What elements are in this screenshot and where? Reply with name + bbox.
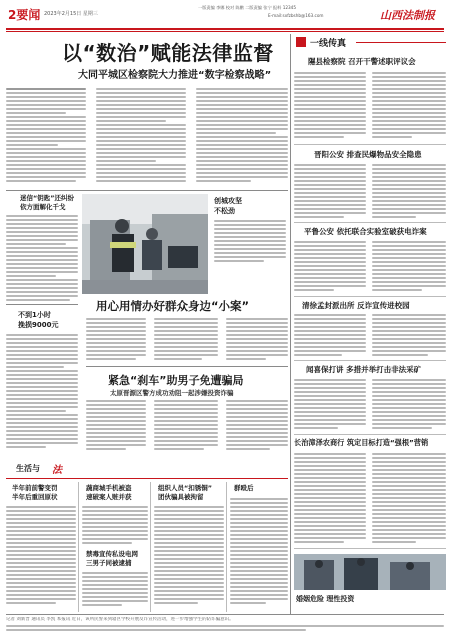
right-item-7-headline: 婚姻危险 理性投资: [296, 595, 355, 603]
photo-caption: 创城攻坚 不松劲: [214, 197, 242, 215]
right-item-4-headline: 清徐孟封派出所 反诈宣传进校园: [302, 301, 410, 310]
column-divider: [290, 34, 291, 614]
fraud-story-headline: 紧急“刹车”助男子免遭骗局: [108, 374, 244, 387]
section-marker-icon: [296, 37, 306, 47]
right-section-title: 一线传真: [310, 39, 347, 49]
right-item-6-headline: 长治漳泽农商行 筑定目标打造“强根”营销: [294, 438, 429, 447]
page-label: 2要闻: [8, 8, 41, 22]
side-story-2-headline: 不到1小时 挽损9000元: [18, 311, 59, 329]
right-photo: [294, 554, 446, 590]
main-story-col-3: [196, 86, 288, 186]
fraud-story-body: [86, 400, 288, 456]
life-section-text: 生活与: [16, 464, 40, 473]
right-column-header: [294, 34, 446, 50]
masthead-rule: [6, 28, 444, 30]
date-line: 2023年2月15日 星期三: [44, 11, 98, 17]
main-story-col-1: [6, 86, 86, 186]
bottom-item-extra-headline: 禁毒宣传私设电网 三男子同被逮捕: [86, 550, 138, 567]
middle-story-body: [86, 318, 288, 368]
bottom-item-2-headline: 蔬商城手机被盗 速破案人赃并获: [86, 484, 132, 501]
right-item-1-headline: 隰县检察院 召开干警述职评议会: [308, 57, 416, 66]
right-item-5-body: [294, 379, 446, 439]
life-section-label: [6, 460, 78, 476]
right-item-5-headline: 闻喜保打讲 多措并举打击非法采矿: [306, 365, 422, 374]
right-item-2-headline: 晋阳公安 排查民爆物品安全隐患: [314, 150, 422, 159]
right-column: [294, 34, 446, 614]
middle-story-headline: 用心用情办好群众身边“小案”: [96, 299, 250, 313]
side-story-2-body: [6, 334, 78, 454]
bottom-item-3: [154, 482, 224, 612]
bottom-item-4: [230, 482, 288, 612]
footer-strip: [6, 617, 444, 637]
right-item-6-body: [294, 453, 446, 553]
masthead: [0, 0, 450, 30]
right-item-3-headline: 平鲁公安 依托联合实验室破获电诈案: [304, 227, 427, 236]
side-story-1-body: [6, 215, 78, 301]
bottom-item-2: [82, 482, 148, 612]
bottom-item-1-headline: 半年前前警变罚 半年后重回原状: [12, 484, 58, 501]
masthead-logo: 山西法制报: [380, 9, 435, 22]
bottom-item-3-headline: 组织人员“扣锈铜” 团伙骗具被拘留: [158, 484, 213, 501]
main-story-col-2: [96, 86, 186, 186]
email: E-mail:sxfzbshb@163.com: [268, 13, 324, 18]
footer-text: 记者 刘新晋 通讯员 李凯 本报讯 近日，该所民警来到辖区学校开展反诈宣传活动，进一步增强学生的防诈骗意识。: [6, 617, 234, 622]
main-photo: [82, 194, 208, 294]
police-photo-image: [82, 194, 208, 294]
bottom-item-1: [6, 482, 76, 612]
main-headline: 以“数治”赋能法律监督: [62, 41, 274, 65]
right-item-4-body: [294, 314, 446, 366]
fraud-story-subhead: 太原晋源区警方成功劝阻一起涉嫌投资诈骗: [110, 389, 234, 397]
right-item-3-body: [294, 241, 446, 301]
right-item-2-body: [294, 164, 446, 234]
main-story-body: [6, 86, 288, 186]
main-subhead: 大同平城区检察院大力推进“数字检察战略”: [78, 70, 272, 81]
info-line: 一版责编 李娜 校对 陈鹏 二版责编 张宁 报料 12345: [198, 5, 297, 10]
photo-caption-box: [210, 194, 288, 294]
life-section-law: 法: [52, 465, 62, 476]
side-story-1-headline: 迷信“钥匙”还纠纷 依方面解化千戈: [20, 194, 75, 211]
bank-photo-image: [294, 554, 446, 590]
bottom-item-4-headline: 群殴后: [234, 484, 254, 492]
right-item-1-body: [294, 72, 446, 152]
